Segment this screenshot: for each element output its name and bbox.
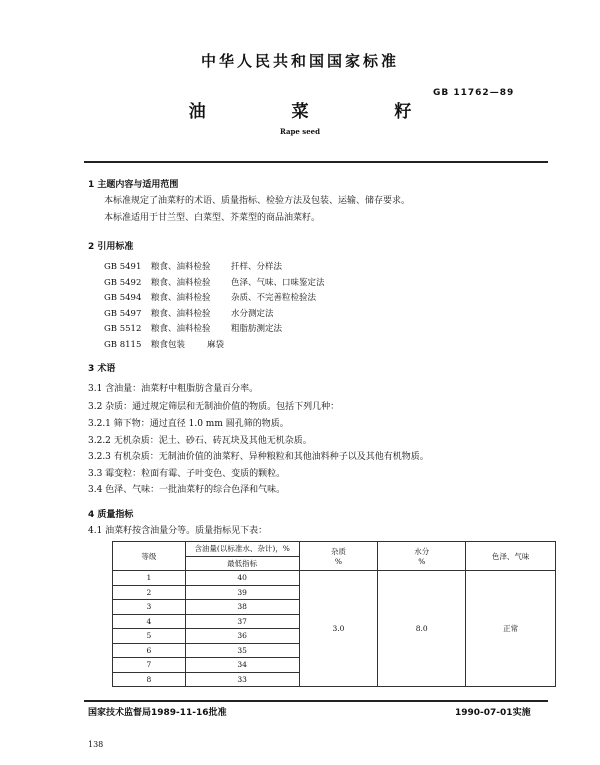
term-3-4: 3.4 色泽、气味：一批油菜籽的综合色泽和气味。	[88, 485, 286, 495]
reference-name: 粗脂肪测定法	[231, 324, 283, 334]
oil-cell: 39	[185, 585, 299, 600]
impurity-label: 杂质	[330, 547, 346, 556]
reference-item	[104, 291, 325, 307]
column-header-oil-content: 含油量(以标准水、杂计)，%	[185, 542, 299, 557]
footer-divider	[84, 700, 548, 702]
reference-name: 水分测定法	[231, 308, 274, 319]
reference-code: GB 5492	[104, 277, 142, 288]
oil-cell: 34	[185, 658, 299, 673]
reference-name: 杂质、不完善粒检验法	[231, 293, 317, 303]
reference-name: 色泽、气味、口味鉴定法	[231, 277, 325, 288]
moisture-value-cell: 8.0	[378, 571, 466, 687]
reference-list	[104, 260, 325, 353]
reference-item	[104, 276, 325, 292]
table-header-row	[113, 542, 556, 557]
column-header-moisture	[378, 542, 466, 571]
column-subheader-min: 最低指标	[185, 556, 299, 571]
oil-cell: 38	[185, 600, 299, 615]
reference-category: 粮食、油料检验	[151, 277, 211, 288]
national-standard-title: 中华人民共和国国家标准	[200, 52, 399, 70]
column-header-color-odor: 色泽、气味	[466, 542, 556, 571]
term-3-2: 3.2 杂质：通过规定筛层和无制油价值的物质。包括下列几种：	[88, 402, 340, 412]
section-1-paragraph-1: 本标准规定了油菜籽的术语、质量指标、检验方法及包装、运输、储存要求。	[104, 196, 411, 206]
impurity-value-cell: 3.0	[299, 571, 378, 687]
standard-number: GB 11762—89	[433, 88, 515, 98]
table-row	[113, 571, 556, 586]
reference-category: 粮食、油料检验	[151, 262, 211, 272]
page-number: 138	[88, 740, 104, 749]
reference-category: 粮食、油料检验	[151, 293, 211, 303]
reference-item	[104, 338, 325, 354]
reference-code: GB 5491	[104, 262, 142, 272]
reference-item	[104, 307, 325, 323]
section-4-heading: 4 质量指标	[88, 510, 134, 520]
grade-cell: 2	[113, 585, 186, 600]
column-header-impurity	[299, 542, 378, 571]
term-3-1: 3.1 含油量：油菜籽中粗脂肪含量百分率。	[88, 384, 259, 394]
reference-item	[104, 260, 325, 276]
reference-category: 粮食、油料检验	[151, 324, 211, 334]
section-4-intro: 4.1 油菜籽按含油量分等。质量指标见下表：	[88, 526, 268, 536]
approval-date: 国家技术监督局1989-11-16批准	[88, 708, 227, 718]
moisture-label: 水分	[414, 547, 430, 556]
document-subtitle: Rape seed	[279, 127, 321, 136]
reference-code: GB 5494	[104, 293, 142, 303]
impurity-unit: %	[334, 557, 343, 566]
oil-cell: 40	[185, 571, 299, 586]
term-3-2-2: 3.2.2 无机杂质：泥土、砂石、砖瓦块及其他无机杂质。	[88, 436, 312, 446]
reference-code: GB 8115	[104, 339, 142, 350]
grade-cell: 5	[113, 629, 186, 644]
section-2-heading: 2 引用标准	[88, 242, 134, 252]
column-header-grade: 等级	[113, 542, 186, 571]
grade-cell: 6	[113, 643, 186, 658]
term-3-2-1: 3.2.1 筛下物：通过直径 1.0 mm 圆孔筛的物质。	[88, 419, 289, 429]
oil-cell: 35	[185, 643, 299, 658]
oil-cell: 36	[185, 629, 299, 644]
term-3-3: 3.3 霉变粒：粒面有霉、子叶变色、变质的颗粒。	[88, 469, 286, 479]
reference-category: 粮食包装	[151, 339, 186, 350]
color-value-cell: 正常	[466, 571, 556, 687]
section-1-paragraph-2: 本标准适用于甘兰型、白菜型、芥菜型的商品油菜籽。	[104, 213, 321, 223]
reference-category: 粮食、油料检验	[151, 308, 211, 319]
grade-cell: 3	[113, 600, 186, 615]
section-1-heading: 1 主题内容与适用范围	[88, 180, 179, 190]
document-title: 油 菜 籽	[188, 102, 442, 122]
reference-code: GB 5512	[104, 324, 142, 334]
section-3-heading: 3 术语	[88, 364, 116, 374]
implementation-date: 1990-07-01实施	[455, 708, 531, 718]
reference-code: GB 5497	[104, 308, 142, 319]
reference-item	[104, 322, 325, 338]
grade-cell: 7	[113, 658, 186, 673]
grade-cell: 4	[113, 614, 186, 629]
term-3-2-3: 3.2.3 有机杂质：无制油价值的油菜籽、异种粮粒和其他油料种子以及其他有机物质。	[88, 452, 429, 462]
header-divider	[84, 161, 548, 163]
oil-cell: 37	[185, 614, 299, 629]
reference-name: 扦样、分样法	[231, 262, 283, 272]
grade-cell: 1	[113, 571, 186, 586]
moisture-unit: %	[418, 557, 426, 566]
reference-name: 麻袋	[207, 339, 225, 350]
grade-cell: 8	[113, 672, 186, 687]
oil-cell: 33	[185, 672, 299, 687]
quality-index-table	[112, 541, 556, 687]
